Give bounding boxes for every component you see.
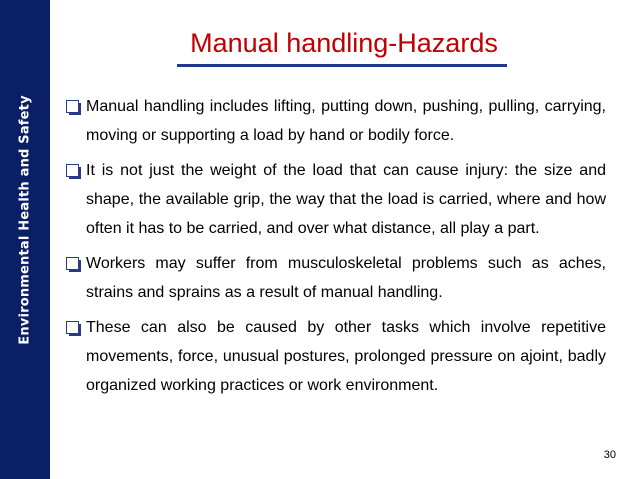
bullet-item [66,92,606,150]
title-underline [177,64,507,67]
sidebar-band [0,0,50,479]
bullet-text: These can also be caused by other tasks which involve repetitive movements, force, unusual postures, prolonged pressure on ajoint, badly organized working practices or work environment. [86,319,606,394]
bullet-text: Workers may suffer from musculoskeletal problems such as aches, strains and sprains as a result of manual handling. [86,255,606,301]
slide-title: Manual handling-Hazards [190,28,498,58]
square-bullet-icon [66,164,79,177]
page-number: 30 [603,449,616,461]
bullet-list [66,92,606,406]
square-bullet-icon [66,100,79,113]
bullet-text: It is not just the weight of the load that can cause injury: the size and shape, the available grip, the way that the load is carried, where and how often it has to be carried, and over what distance, all play a part. [86,162,606,237]
square-bullet-icon [66,321,79,334]
bullet-text: Manual handling includes lifting, putting down, pushing, pulling, carrying, moving or supporting a load by hand or bodily force. [86,98,606,144]
bullet-item [66,156,606,243]
bullet-item [66,249,606,307]
square-bullet-icon [66,257,79,270]
bullet-item [66,313,606,400]
sidebar-label: Environmental Health and Safety [17,95,33,345]
